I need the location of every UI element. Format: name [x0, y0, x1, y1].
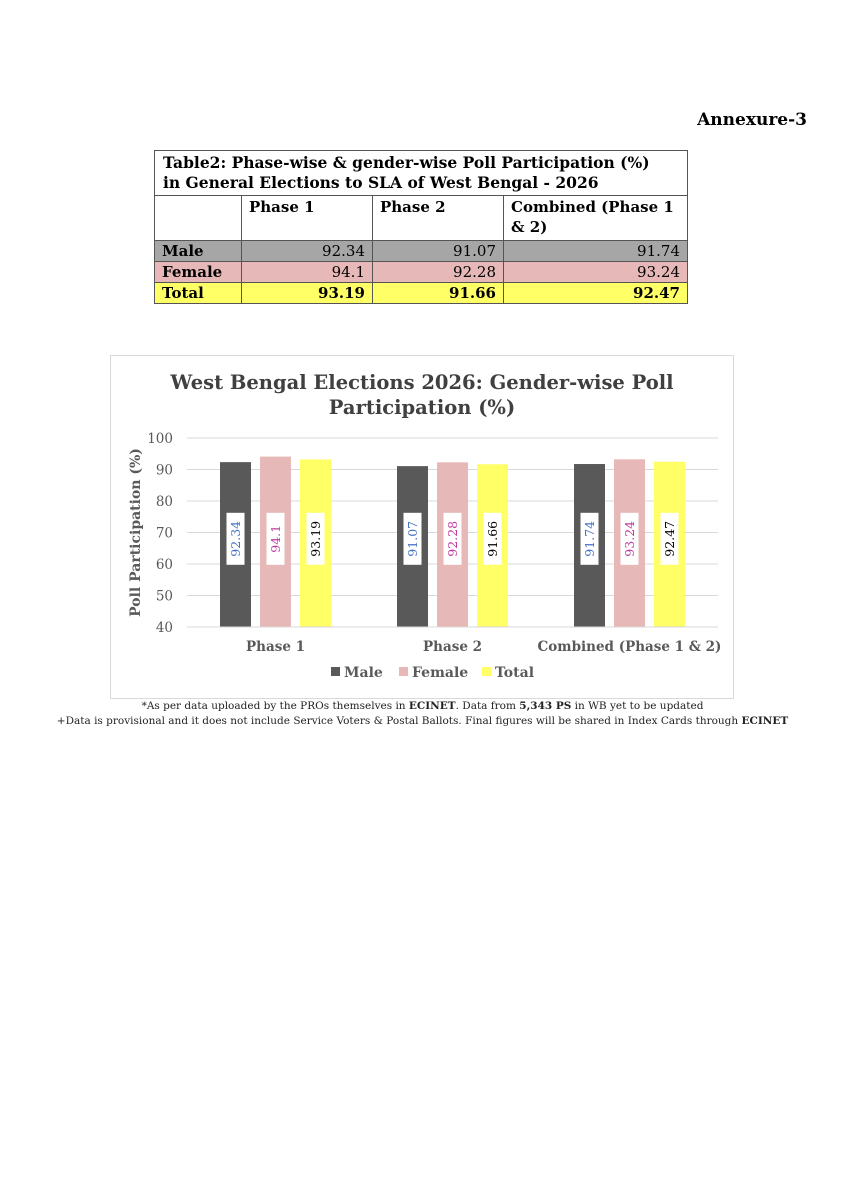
x-category-label: Phase 1	[246, 639, 305, 655]
table-header-phase2: Phase 2	[373, 196, 504, 241]
data-label: 92.34	[228, 520, 243, 557]
cell-value: 91.74	[504, 241, 688, 262]
y-tick-label: 60	[155, 557, 173, 573]
chart-container	[110, 355, 734, 699]
cell-value: 93.19	[242, 283, 373, 304]
footnote-bold: ECINET	[408, 700, 456, 712]
footnote-text: +Data is provisional and it does not include Service Voters & Postal Ballots. Final figures will be shared in Index Cards through	[56, 715, 742, 727]
table-caption-line2: in General Elections to SLA of West Bengal - 2026	[163, 173, 599, 192]
footnote-bold: 5,343 PS	[519, 700, 572, 712]
x-category-label: Phase 2	[423, 639, 482, 655]
cell-value: 91.07	[373, 241, 504, 262]
table-header-row	[155, 196, 688, 241]
data-label: 93.19	[308, 520, 323, 557]
footnote-1	[0, 700, 845, 712]
table-row-total	[155, 283, 688, 304]
data-label: 91.74	[582, 520, 597, 557]
data-label: 92.28	[445, 520, 460, 557]
cell-value: 94.1	[242, 262, 373, 283]
table-caption	[155, 151, 688, 196]
table-header-phase1: Phase 1	[242, 196, 373, 241]
table-row-male	[155, 241, 688, 262]
legend-label: Total	[495, 665, 535, 681]
data-label: 92.47	[662, 520, 677, 557]
legend-swatch-male	[331, 667, 340, 676]
cell-value: 93.24	[504, 262, 688, 283]
table-row-female	[155, 262, 688, 283]
footnote-bold: ECINET	[741, 715, 789, 727]
y-tick-label: 40	[155, 620, 173, 636]
cell-value: 92.28	[373, 262, 504, 283]
footnote-text: . Data from	[455, 700, 520, 712]
annexure-label: Annexure-3	[697, 110, 807, 130]
chart-title-line1: West Bengal Elections 2026: Gender-wise Poll	[170, 371, 674, 394]
row-label: Female	[155, 262, 242, 283]
legend-label: Female	[412, 665, 469, 681]
footnote-text: *As per data uploaded by the PROs themselves in	[141, 700, 409, 712]
y-tick-label: 80	[155, 494, 173, 510]
y-tick-label: 50	[155, 588, 173, 605]
y-tick-label: 100	[147, 431, 173, 447]
row-label: Total	[155, 283, 242, 304]
chart-title-line2: Participation (%)	[328, 396, 516, 419]
row-label: Male	[155, 241, 242, 262]
footnote-text: in WB yet to be updated	[571, 700, 704, 712]
bar-chart	[111, 356, 733, 698]
poll-participation-table	[154, 150, 688, 304]
legend-swatch-total	[482, 667, 491, 676]
table-header-empty	[155, 196, 242, 241]
data-label: 91.66	[485, 520, 500, 557]
data-label: 94.1	[268, 524, 283, 553]
data-label: 93.24	[622, 520, 637, 557]
x-category-label: Combined (Phase 1 & 2)	[537, 639, 722, 655]
table-header-combined: Combined (Phase 1 & 2)	[504, 196, 688, 241]
y-tick-label: 90	[155, 462, 173, 479]
cell-value: 92.34	[242, 241, 373, 262]
legend-label: Male	[344, 665, 383, 681]
data-label: 91.07	[405, 520, 420, 557]
footnote-2	[0, 715, 845, 727]
y-axis-label: Poll Participation (%)	[128, 448, 144, 617]
legend-swatch-female	[399, 667, 408, 676]
cell-value: 92.47	[504, 283, 688, 304]
table-caption-line1: Table2: Phase-wise & gender-wise Poll Participation (%)	[163, 153, 650, 172]
cell-value: 91.66	[373, 283, 504, 304]
y-tick-label: 70	[155, 525, 173, 542]
